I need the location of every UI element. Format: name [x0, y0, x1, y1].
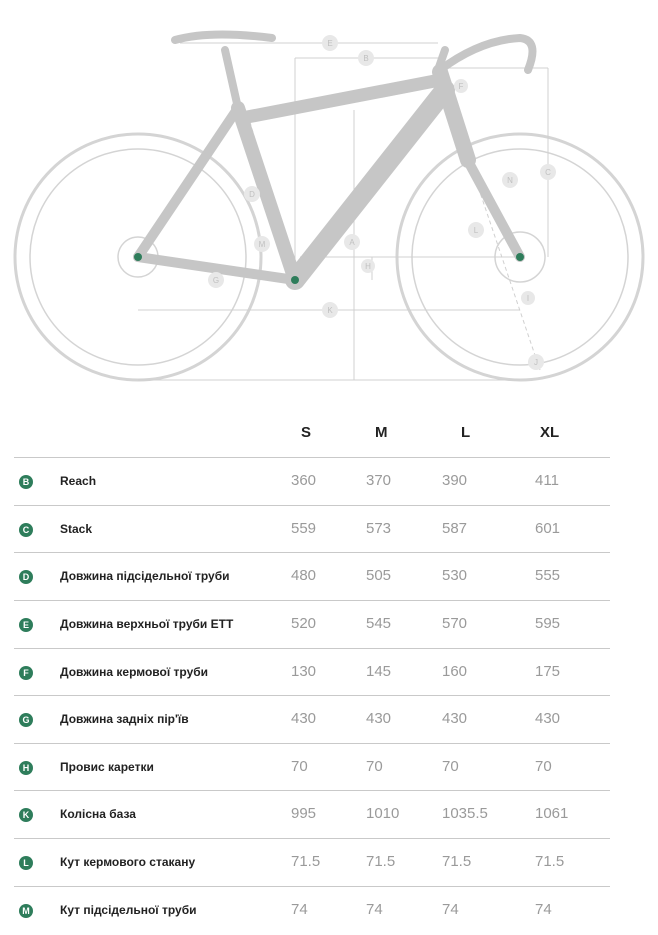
value-l: 587	[442, 520, 468, 537]
svg-text:A: A	[349, 238, 355, 247]
value-xl: 430	[535, 710, 561, 727]
marker-F	[454, 79, 468, 93]
svg-text:L: L	[473, 226, 479, 235]
svg-text:E: E	[327, 39, 333, 48]
letter-badge: G	[19, 713, 33, 727]
table-row	[14, 838, 610, 886]
table-row	[14, 552, 610, 600]
value-xl: 601	[535, 520, 561, 537]
value-l: 430	[442, 710, 468, 727]
row-label: Довжина задніх пір'їв	[60, 712, 189, 726]
value-s: 360	[291, 472, 317, 489]
letter-badge: C	[19, 523, 33, 537]
marker-D	[244, 186, 260, 202]
table-row	[14, 600, 610, 648]
size-header-m: M	[375, 424, 388, 441]
value-l: 74	[442, 901, 459, 918]
value-s: 559	[291, 520, 317, 537]
value-xl: 555	[535, 567, 561, 584]
value-l: 1035.5	[442, 805, 488, 822]
marker-J	[528, 354, 544, 370]
table-row	[14, 457, 610, 505]
svg-text:G: G	[212, 276, 220, 285]
bike-geometry-diagram	[0, 0, 658, 400]
marker-C	[540, 164, 556, 180]
value-s: 430	[291, 710, 317, 727]
letter-badge: H	[19, 761, 33, 775]
size-header-l: L	[461, 424, 471, 441]
value-l: 570	[442, 615, 468, 632]
svg-text:D: D	[249, 190, 255, 199]
value-s: 480	[291, 567, 317, 584]
marker-K	[322, 302, 338, 318]
value-s: 71.5	[291, 853, 321, 870]
letter-badge: L	[19, 856, 33, 870]
marker-A	[344, 234, 360, 250]
value-xl: 70	[535, 758, 552, 775]
value-l: 530	[442, 567, 468, 584]
svg-text:H: H	[365, 262, 371, 271]
table-row	[14, 743, 610, 791]
row-label: Stack	[60, 522, 93, 536]
marker-E	[322, 35, 338, 51]
row-label: Кут кермового стакану	[60, 855, 196, 869]
marker-N	[502, 172, 518, 188]
marker-M	[254, 236, 270, 252]
row-label: Довжина верхньої труби ETT	[60, 617, 234, 631]
value-m: 145	[366, 663, 392, 680]
value-l: 390	[442, 472, 468, 489]
value-s: 74	[291, 901, 308, 918]
value-m: 545	[366, 615, 392, 632]
letter-badge: M	[19, 904, 33, 918]
value-xl: 411	[535, 472, 559, 489]
svg-text:K: K	[327, 306, 333, 315]
marker-I	[521, 291, 535, 305]
value-m: 573	[366, 520, 392, 537]
row-label: Кут підсідельної труби	[60, 903, 197, 917]
value-m: 70	[366, 758, 383, 775]
value-m: 505	[366, 567, 392, 584]
marker-B	[358, 50, 374, 66]
svg-text:C: C	[545, 168, 551, 177]
svg-text:M: M	[258, 240, 266, 249]
value-s: 130	[291, 663, 317, 680]
svg-text:N: N	[507, 176, 513, 185]
table-row	[14, 648, 610, 696]
value-m: 74	[366, 901, 383, 918]
svg-text:I: I	[526, 294, 530, 303]
value-m: 370	[366, 472, 392, 489]
value-l: 70	[442, 758, 459, 775]
table-row	[14, 695, 610, 743]
letter-badge: K	[19, 808, 33, 822]
marker-G	[208, 272, 224, 288]
value-xl: 1061	[535, 805, 569, 822]
row-label: Reach	[60, 474, 97, 488]
letter-badge: B	[19, 475, 33, 489]
letter-badge: D	[19, 570, 33, 584]
marker-L	[468, 222, 484, 238]
size-header-s: S	[301, 424, 312, 441]
table-row	[14, 505, 610, 553]
marker-H	[361, 259, 375, 273]
bike-frame	[138, 34, 533, 280]
value-xl: 175	[535, 663, 561, 680]
value-s: 520	[291, 615, 317, 632]
value-m: 71.5	[366, 853, 396, 870]
row-label: Довжина кермової труби	[60, 665, 209, 679]
value-s: 995	[291, 805, 317, 822]
row-label: Провис каретки	[60, 760, 154, 774]
value-l: 160	[442, 663, 468, 680]
svg-text:J: J	[534, 358, 538, 367]
table-row	[14, 886, 610, 934]
value-s: 70	[291, 758, 308, 775]
svg-text:F: F	[458, 82, 464, 91]
letter-badge: F	[19, 666, 33, 680]
table-row	[14, 790, 610, 838]
value-l: 71.5	[442, 853, 472, 870]
letter-badge: E	[19, 618, 33, 632]
value-xl: 74	[535, 901, 552, 918]
size-header-xl: XL	[540, 424, 560, 441]
value-xl: 595	[535, 615, 561, 632]
value-m: 430	[366, 710, 392, 727]
row-label: Довжина підсідельної труби	[60, 569, 230, 583]
value-xl: 71.5	[535, 853, 565, 870]
row-label: Колісна база	[60, 807, 136, 821]
value-m: 1010	[366, 805, 400, 822]
svg-text:B: B	[363, 54, 369, 63]
